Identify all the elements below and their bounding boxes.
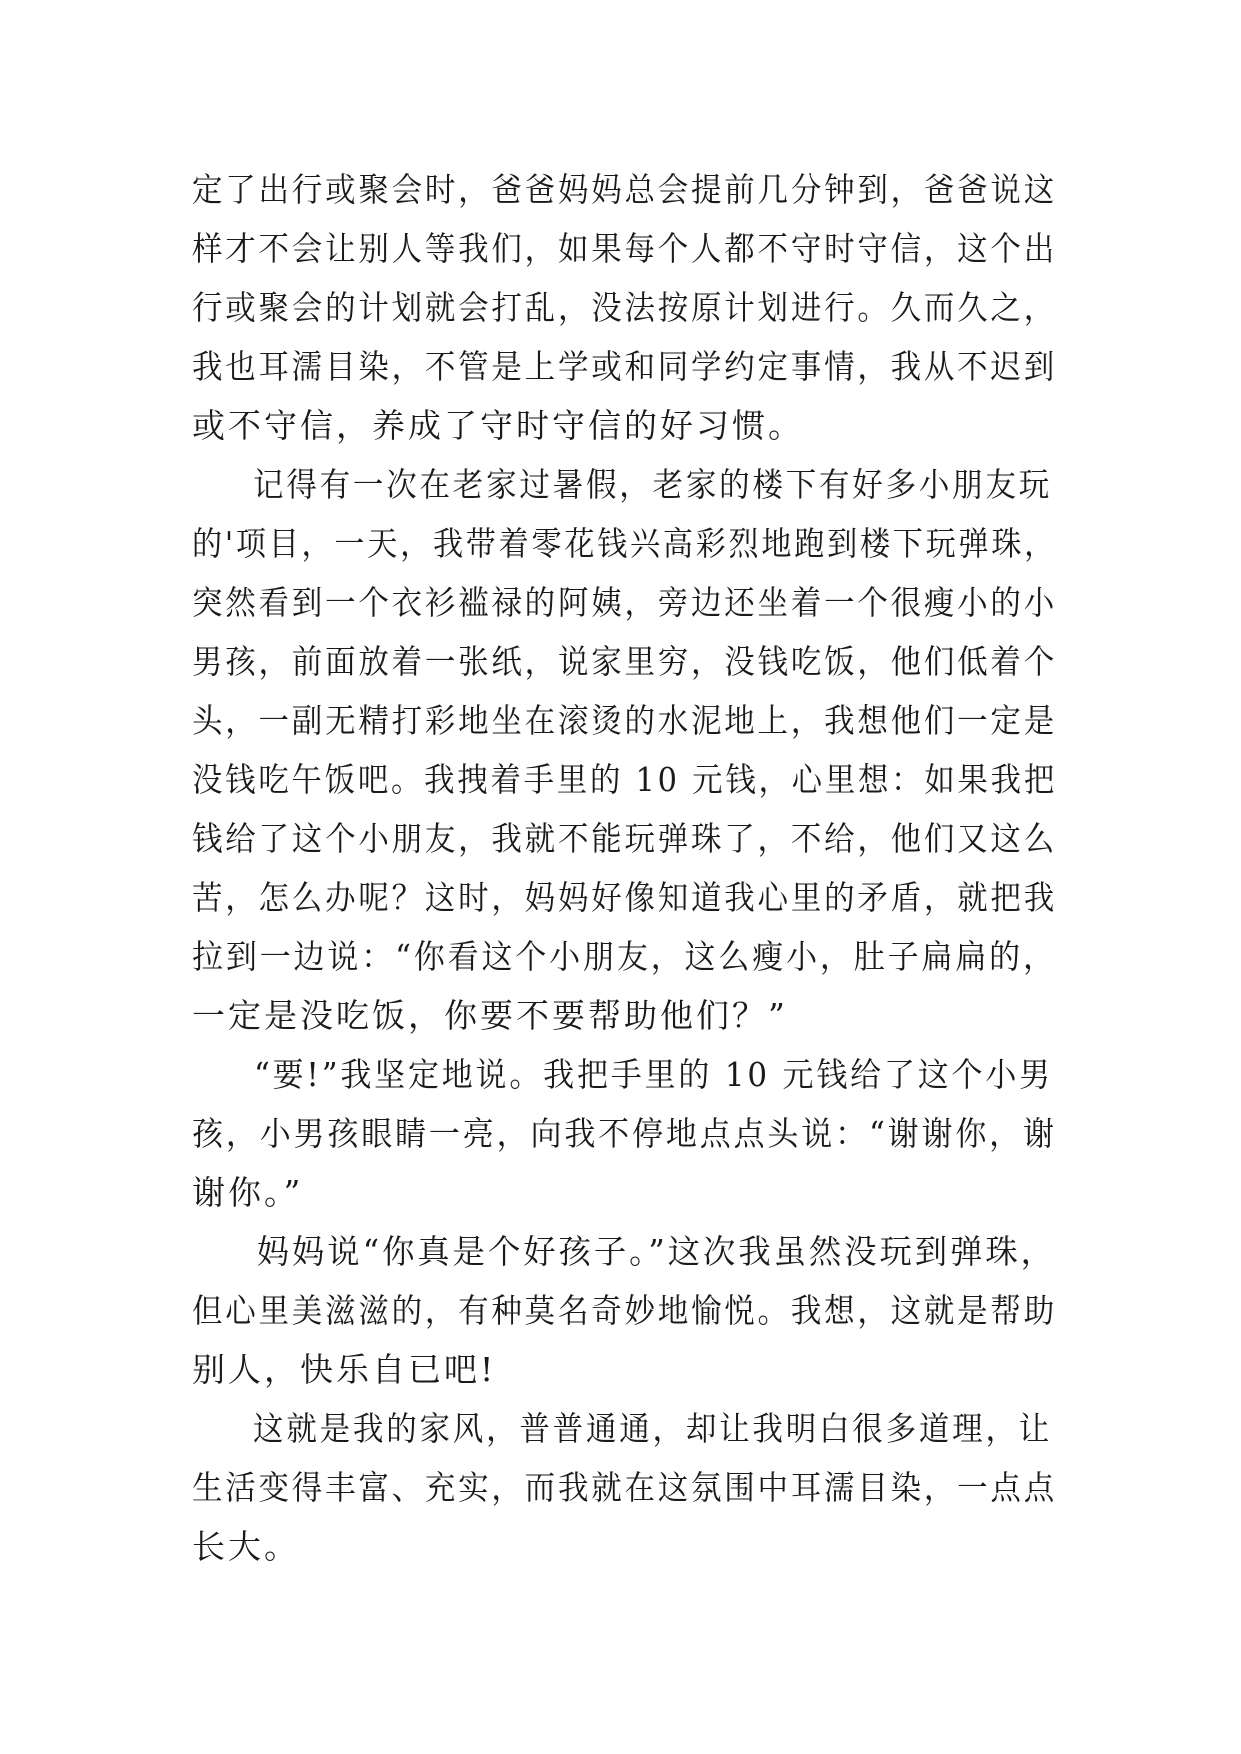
text-line: 没钱吃午饭吧。我拽着手里的 10 元钱，心里想：如果我把 — [192, 760, 1057, 799]
text-line: 男孩，前面放着一张纸，说家里穷，没钱吃饭，他们低着个 — [192, 642, 1057, 681]
text-line: 记得有一次在老家过暑假，老家的楼下有好多小朋友玩 — [253, 465, 1053, 504]
text-line: 我也耳濡目染，不管是上学或和同学约定事情，我从不迟到 — [192, 347, 1057, 386]
text-line: 定了出行或聚会时，爸爸妈妈总会提前几分钟到，爸爸说这 — [192, 170, 1057, 209]
text-line: 行或聚会的计划就会打乱，没法按原计划进行。久而久之， — [192, 288, 1057, 327]
text-line: 或不守信，养成了守时守信的好习惯。 — [192, 406, 804, 445]
text-line: 样才不会让别人等我们，如果每个人都不守时守信，这个出 — [192, 229, 1057, 268]
text-line: 拉到一边说：“你看这个小朋友，这么瘦小，肚子扁扁的， — [192, 937, 1057, 976]
text-line: 生活变得丰富、充实，而我就在这氛围中耳濡目染，一点点 — [192, 1468, 1057, 1507]
text-line: 这就是我的家风，普普通通，却让我明白很多道理，让 — [253, 1409, 1053, 1448]
text-line: 长大。 — [192, 1527, 300, 1566]
essay-body — [192, 160, 1057, 1576]
text-line: 孩，小男孩眼睛一亮，向我不停地点点头说：“谢谢你，谢 — [192, 1114, 1057, 1153]
text-line: 一定是没吃饭，你要不要帮助他们？” — [192, 996, 788, 1035]
text-line: 妈妈说“你真是个好孩子。”这次我虽然没玩到弹珠， — [256, 1232, 1056, 1271]
text-line: 别人，快乐自已吧! — [192, 1350, 497, 1389]
text-line: 但心里美滋滋的，有种莫名奇妙地愉悦。我想，这就是帮助 — [192, 1291, 1057, 1330]
text-line: 钱给了这个小朋友，我就不能玩弹珠了，不给，他们又这么 — [192, 819, 1057, 858]
text-line: 的'项目，一天，我带着零花钱兴高彩烈地跑到楼下玩弹珠， — [192, 524, 1058, 563]
text-line: 头，一副无精打彩地坐在滚烫的水泥地上，我想他们一定是 — [192, 701, 1057, 740]
text-line: 谢你。” — [192, 1173, 304, 1212]
text-line: 突然看到一个衣衫褴禄的阿姨，旁边还坐着一个很瘦小的小 — [192, 583, 1057, 622]
text-line: “要!”我坚定地说。我把手里的 10 元钱给了这个小男 — [253, 1055, 1053, 1094]
text-line: 苦，怎么办呢？这时，妈妈好像知道我心里的矛盾，就把我 — [192, 878, 1057, 917]
